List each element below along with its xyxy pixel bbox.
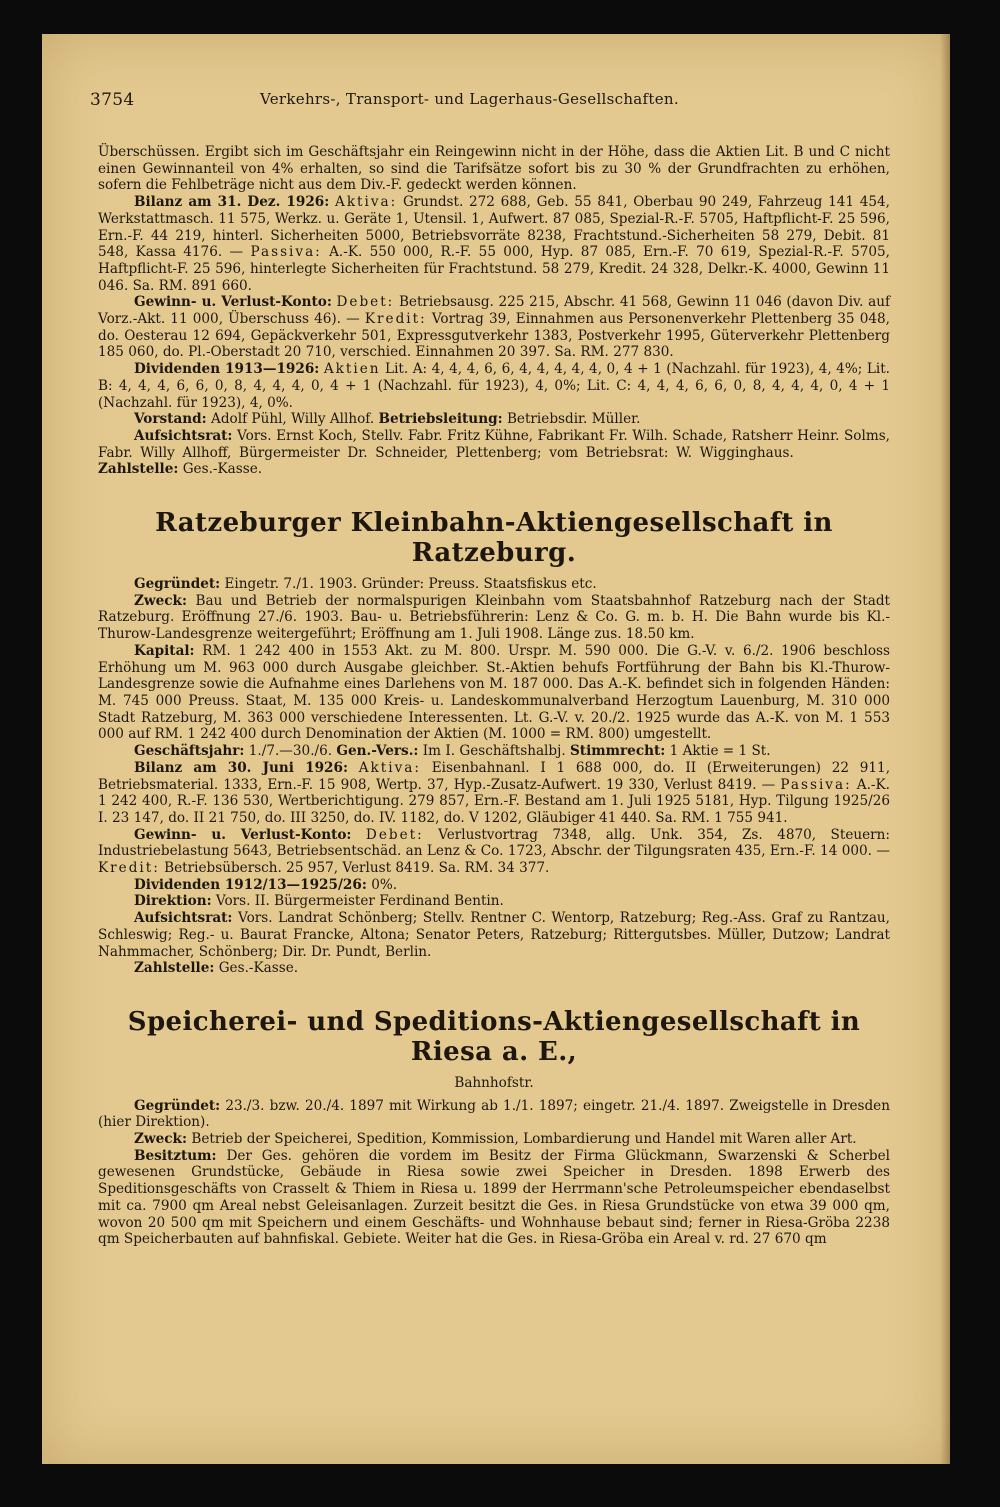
genvers-label: Gen.-Vers.:: [336, 743, 419, 760]
aufsichtsrat-label: Aufsichtsrat:: [134, 910, 233, 927]
aufsichtsrat-label: Aufsichtsrat:: [134, 427, 233, 444]
dividenden-paragraph: [98, 361, 890, 411]
aufsichtsrat-text: Vors. Ernst Koch, Stellv. Fabr. Fritz Kühne, Fabrikant Fr. Wilh. Schade, Ratsherr Heinr. Solms, Fabr. Willy Allhoff, Bürgermeister Dr. Schneider, Plettenberg; vom Betriebsrat: W. Wigginghaus.: [98, 427, 891, 461]
bilanz-paragraph: [98, 760, 890, 827]
kapital-label: Kapital:: [134, 642, 195, 659]
bilanz-aktiva-text: Eisenbahnanl. I 1 688 000, do. II (Erweiterungen) 22 911, Betriebsmaterial. 1333, Ern.-F. 15 908, Wertp. 37, Hyp.-Zusatz-Aufwert. 19 330, Verlust 8419. —: [98, 759, 891, 793]
direktion-text: Vors. II. Bürgermeister Ferdinand Bentin.: [215, 893, 504, 910]
guv-kredit-text: Vortrag 39, Einnahmen aus Personenverkehr Plettenberg 35 048, do. Oesterau 12 694, Gepäckverkehr 501, Expressgutverkehr 1383, Postverkehr 1995, Güterverkehr Plettenberg 185 060, do. Pl.-Oberstadt 20 710, verschied. Einnahmen 20 397. Sa. RM. 277 830.: [98, 311, 890, 361]
zweck-paragraph: [98, 593, 890, 643]
stimmrecht-text: 1 Aktie = 1 St.: [669, 743, 771, 760]
aktiva-word: Aktiva:: [335, 194, 398, 211]
passiva-word: Passiva:: [250, 244, 322, 261]
besitztum-label: Besitztum:: [134, 1147, 217, 1164]
vorstand-text: Adolf Pühl, Willy Allhof.: [211, 411, 375, 428]
gegruendet-text: 23./3. bzw. 20./4. 1897 mit Wirkung ab 1./1. 1897; eingetr. 21./4. 1897. Zweigstelle in Dresden (hier Direktion).: [98, 1097, 890, 1131]
guv-debet-text: Betriebsausg. 225 215, Abschr. 41 568, Gewinn 11 046 (davon Div. auf Vorz.-Akt. 11 000, Überschuss 46). —: [98, 294, 890, 328]
running-title: Verkehrs-, Transport- und Lagerhaus-Gesellschaften.: [260, 90, 679, 108]
zweck-paragraph: [98, 1131, 890, 1148]
debet-word: Debet:: [365, 826, 424, 843]
aufsichtsrat-paragraph: [98, 910, 890, 960]
company-title: Speicherei- und Speditions-Aktiengesellschaft in Riesa a. E.,: [127, 1006, 861, 1067]
document-page: [42, 34, 950, 1464]
guv-paragraph: [98, 827, 890, 877]
kapital-text: RM. 1 242 400 in 1553 Akt. zu M. 800. Urspr. M. 590 000. Die G.-V. v. 6./2. 1906 beschloss Erhöhung um M. 963 000 durch Ausgabe gleichber. St.-Aktien behufs Fortführung der Bahn bis Kl.-Thurow-Landesgrenze sowie die Aufnahme eines Darlehens von M. 187 000. Das A.-K. befindet sich in folgenden Händen: M. 745 000 Preuss. Staat, M. 135 000 Kreis- u. Landeskommunalverband Herzogtum Lauenburg, M. 310 000 Stadt Ratzeburg, M. 363 000 verschiedene Interessenten. Lt. G.-V. v. 20./2. 1925 wurde das A.-K. von M. 1 553 000 auf RM. 1 242 400 durch Denomination der Aktien (M. 1000 = RM. 800) umgestellt.: [98, 642, 890, 743]
zahlstelle-label: Zahlstelle:: [98, 461, 179, 478]
gegruendet-label: Gegründet:: [134, 1097, 221, 1114]
zweck-label: Zweck:: [134, 1131, 187, 1148]
zweck-text: Betrieb der Speicherei, Spedition, Kommission, Lombardierung und Handel mit Waren aller Art.: [191, 1131, 857, 1148]
gegruendet-label: Gegründet:: [134, 576, 221, 593]
aufsichtsrat-paragraph: [98, 428, 890, 478]
dividenden-text: 0%.: [371, 876, 398, 893]
guv-label: Gewinn- u. Verlust-Konto:: [134, 294, 332, 311]
stimmrecht-label: Stimmrecht:: [569, 743, 666, 760]
company-subtitle: Bahnhofstr.: [454, 1074, 534, 1091]
bilanz-passiva-text: A.-K. 550 000, R.-F. 55 000, Hyp. 87 085, Ern.-F. 70 619, Spezial-R.-F. 5705, Haftpflicht-F. 25 596, hinterlegte Sicherheiten für Frachtstund. 58 279, Kredit. 24 328, Delkr.-K. 4000, Gewinn 11 046. Sa. RM. 891 660.: [98, 244, 890, 294]
aktiva-word: Aktiva:: [358, 759, 421, 776]
vorstand-paragraph: [98, 411, 890, 428]
geschaeftsjahr-text: 1./7.—30./6.: [248, 743, 333, 760]
besitztum-text: Der Ges. gehören die vordem im Besitz der Firma Glückmann, Swarzenski & Scherbel gewesenen Grundstücke, Gebäude in Riesa sowie zwei Speicher in Dresden. 1898 Erwerb des Speditionsgeschäfts von Crasselt & Thiem in Riesa u. 1899 der Herrmann'sche Petroleumspeicher ebendaselbst mit ca. 7900 qm Areal nebst Geleisanlagen. Zurzeit besitzt die Ges. in Riesa Grundstücke von etwa 39 000 qm, wovon 20 500 qm mit Speichern und einem Geschäfts- und Wohnhause bebaut sind; ferner in Riesa-Gröba 2238 qm Speicherbauten auf bahnfiskal. Gebiete. Weiter hat die Ges. in Riesa-Gröba ein Areal v. rd. 27 670 qm: [98, 1147, 890, 1248]
dividenden-paragraph: [98, 877, 890, 894]
guv-kredit-text: Betriebsübersch. 25 957, Verlust 8419. Sa. RM. 34 377.: [164, 860, 550, 877]
aktien-word: Aktien: [323, 361, 381, 378]
bilanz-label: Bilanz am 30. Juni 1926:: [134, 759, 348, 776]
genvers-text: Im I. Geschäftshalbj.: [422, 743, 566, 760]
guv-paragraph: [98, 294, 890, 361]
zweck-text: Bau und Betrieb der normalspurigen Kleinbahn vom Staatsbahnhof Ratzeburg nach der Stadt Ratzeburg. Eröffnung 27./6. 1903. Bau- u. Betriebsführerin: Lenz & Co. G. m. b. H. Die Bahn wurde bis Kl.-Thurow-Landesgrenze weitergeführt; Eröffnung am 1. Juli 1908. Länge zus. 18.50 km.: [98, 592, 890, 643]
zweck-label: Zweck:: [134, 592, 187, 609]
bilanz-label: Bilanz am 31. Dez. 1926:: [134, 194, 330, 211]
zahlstelle-label: Zahlstelle:: [134, 960, 215, 977]
guv-debet-text: Verlustvortrag 7348, allg. Unk. 354, Zs. 4870, Steuern: Industriebelastung 5643, Betriebsentschäd. an Lenz & Co. 1723, Abschr. der Tilgungsraten 435, Ern.-F. 14 000. —: [98, 826, 890, 860]
page-content: [98, 144, 890, 1248]
page-number: 3754: [90, 90, 135, 110]
zahlstelle-text: Ges.-Kasse.: [182, 461, 263, 478]
besitztum-paragraph: [98, 1148, 890, 1248]
zahlstelle-paragraph: [98, 960, 890, 977]
bilanz-aktiva-text: Grundst. 272 688, Geb. 55 841, Oberbau 90 249, Fahrzeug 141 454, Werkstattmasch. 11 575, Werkz. u. Geräte 1, Utensil. 1, Aufwert. 87 085, Spezial-R.-F. 5705, Haftpflicht-F. 25 596, Ern.-F. 44 219, hinterl. Sicherheiten 5000, Betriebsvorräte 8238, Frachtstund.-Sicherheiten 58 279, Debit. 81 548, Kassa 4176. —: [98, 194, 891, 261]
passiva-word: Passiva:: [780, 776, 852, 793]
aufsichtsrat-text: Vors. Landrat Schönberg; Stellv. Rentner C. Wentorp, Ratzeburg; Reg.-Ass. Graf zu Rantzau, Schleswig; Reg.- u. Baurat Francke, Altona; Senator Peters, Ratzeburg; Rittergutsbes. Müller, Dutzow; Landrat Nahmmacher, Schönberg; Dir. Dr. Pundt, Berlin.: [98, 910, 891, 960]
dividenden-label: Dividenden 1912/13—1925/26:: [134, 876, 367, 893]
intro-paragraph: Überschüssen. Ergibt sich im Geschäftsjahr ein Reingewinn nicht in der Höhe, dass die Aktien Lit. B und C nicht einen Gewinnanteil von 4% erhalten, so sind die Tarifsätze sofort bis zu 30 % der Grundfrachten zu erhöhen, sofern die Fehlbeträge nicht aus dem Div.-F. gedeckt werden können.: [98, 144, 890, 194]
dividenden-text: Lit. A: 4, 4, 4, 6, 6, 4, 4, 4, 4, 4, 0, 4 + 1 (Nachzahl. für 1923), 4, 4%; Lit. B: 4, 4, 4, 6, 6, 0, 8, 4, 4, 4, 0, 4 + 1 (Nachzahl. für 1923), 4, 0%; Lit. C: 4, 4, 4, 6, 6, 0, 8, 4, 4, 4, 0, 4 + 1 (Nachzahl. für 1923), 4, 0%.: [98, 361, 891, 411]
geschaeftsjahr-paragraph: [98, 743, 890, 760]
geschaeftsjahr-label: Geschäftsjahr:: [134, 743, 245, 760]
kredit-word: Kredit:: [364, 311, 427, 328]
direktion-paragraph: [98, 893, 890, 910]
kapital-paragraph: [98, 643, 890, 743]
kredit-word: Kredit:: [98, 860, 160, 877]
gegruendet-text: Eingetr. 7./1. 1903. Gründer: Preuss. Staatsfiskus etc.: [224, 576, 597, 593]
debet-word: Debet:: [336, 294, 395, 311]
gegruendet-paragraph: [98, 1098, 890, 1131]
company-title: Ratzeburger Kleinbahn-Aktiengesellschaft in Ratzeburg.: [155, 508, 833, 569]
zahlstelle-text: Ges.-Kasse.: [218, 960, 299, 977]
guv-label: Gewinn- u. Verlust-Konto:: [134, 826, 352, 843]
bilanz-paragraph: [98, 194, 890, 294]
betriebsleitung-label: Betriebsleitung:: [378, 411, 503, 428]
vorstand-label: Vorstand:: [134, 411, 207, 428]
bilanz-passiva-text: A.-K. 1 242 400, R.-F. 136 530, Wertberichtigung. 279 857, Ern.-F. Bestand am 1. Juli 1925 5181, Hyp. Tilgung 1925/26 I. 23 147, do. II 21 750, do. III 3250, do. IV. 1182, do. V 1202, Gläubiger 41 440. Sa. RM. 1 755 941.: [98, 776, 891, 826]
dividenden-label: Dividenden 1913—1926:: [134, 361, 320, 378]
direktion-label: Direktion:: [134, 893, 212, 910]
gegruendet-paragraph: [98, 576, 890, 593]
betriebsleitung-text: Betriebsdir. Müller.: [506, 411, 641, 428]
